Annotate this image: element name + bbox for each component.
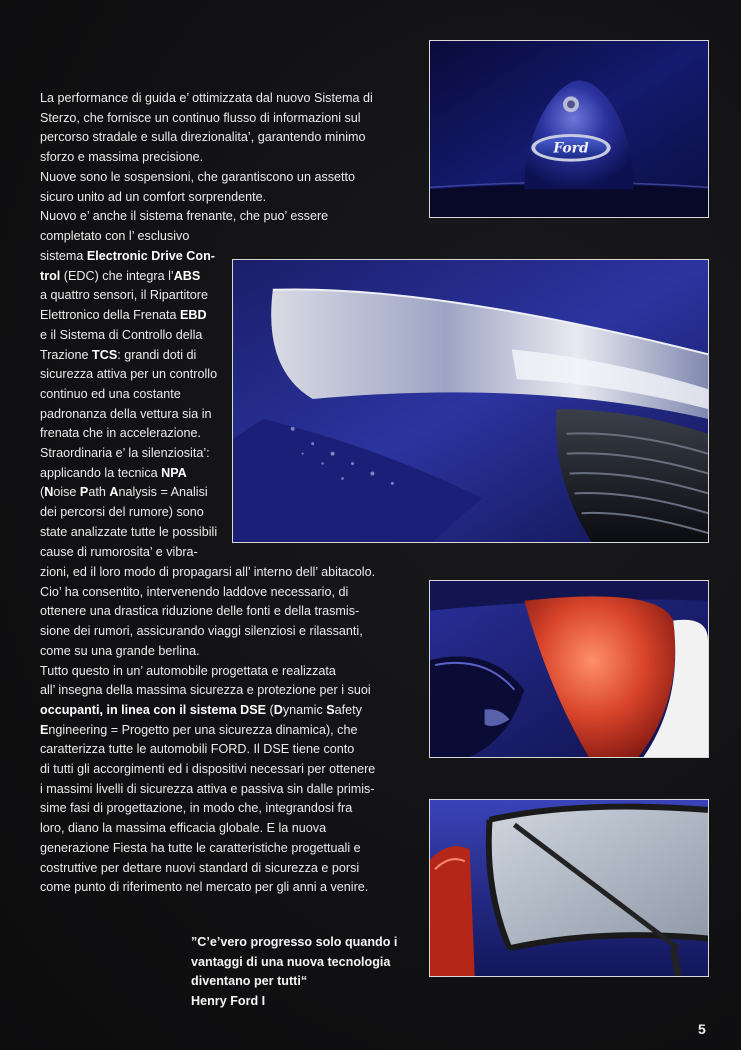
text-line: Straordinaria e’ la silenziosita’: [40, 446, 210, 461]
text-line: Tutto questo in un’ automobile progettata e realizzata [40, 663, 336, 678]
text-line: padronanza della vettura sia in [40, 406, 212, 421]
text-line: a quattro sensori, il Ripartitore [40, 288, 208, 303]
text-line: (Noise Path Analysis = Analisi [40, 485, 208, 500]
text-line: Trazione TCS: grandi doti di [40, 347, 197, 362]
text-line: come su una grande berlina. [40, 643, 200, 658]
text-line: sicuro unito ad un comfort sorprendente. [40, 189, 267, 204]
text-line: La performance di guida e’ ottimizzata dal nuovo Sistema di [40, 91, 373, 105]
text-line: cause di rumorosita’ e vibra- [40, 544, 198, 559]
text-line: e il Sistema di Controllo della [40, 327, 203, 342]
text-line: Elettronico della Frenata EBD [40, 308, 207, 323]
quote-author: Henry Ford I [191, 994, 266, 1009]
quote-line: diventano per tutti“ [191, 974, 308, 989]
text-line: costruttive per dettare nuovi standard di sicurezza e porsi [40, 860, 360, 875]
text-line: occupanti, in linea con il sistema DSE (Dynamic Safety [40, 702, 362, 717]
text-line: sforzo e massima precisione. [40, 150, 204, 165]
text-line: continuo ed una costante [40, 386, 181, 401]
text-line: come punto di riferimento nel mercato per gli anni a venire. [40, 880, 369, 895]
text-line: sistema Electronic Drive Con- [40, 249, 215, 263]
photo-taillight [429, 580, 709, 758]
text-line: all’ insegna della massima sicurezza e protezione per i suoi [40, 683, 371, 698]
text-line: Nuovo e’ anche il sistema frenante, che puo’ essere [40, 209, 329, 224]
text-line: i massimi livelli di sicurezza attiva e passiva sin dalle primis- [40, 781, 375, 796]
text-line: Nuove sono le sospensioni, che garantiscono un assetto [40, 169, 356, 184]
quote-line: vantaggi di una nuova tecnologia [191, 954, 391, 969]
text-line: ottenere una drastica riduzione delle fonti e della trasmis- [40, 604, 360, 619]
photo-rear-wiper [429, 799, 709, 977]
paragraph-block-1 [40, 89, 373, 247]
text-line: applicando la tecnica NPA [40, 465, 187, 480]
page-number: 5 [698, 1021, 706, 1037]
ford-logo-text: Ford [553, 140, 589, 157]
text-line: trol (EDC) che integra l’ABS [40, 268, 201, 283]
text-line: generazione Fiesta ha tutte le caratteristiche progettuali e [40, 840, 361, 855]
text-line: sicurezza attiva per un controllo [40, 367, 218, 382]
text-line: Cio’ ha consentito, intervenendo laddove necessario, di [40, 584, 349, 599]
photo-headlight [232, 259, 709, 543]
text-line: completato con l’ esclusivo [40, 228, 190, 243]
text-line: zioni, ed il loro modo di propagarsi all’ interno dell’ abitacolo. [40, 565, 376, 579]
text-line: frenata che in accelerazione. [40, 426, 202, 441]
text-line: caratterizza tutte le automobili FORD. Il DSE tiene conto [40, 742, 355, 757]
text-line: Engineering = Progetto per una sicurezza dinamica), che [40, 722, 358, 737]
text-line: Sterzo, che fornisce un continuo flusso di informazioni sul [40, 110, 361, 125]
text-line: percorso stradale e sulla direzionalita’, garantendo minimo [40, 130, 366, 145]
text-line: sime fasi di progettazione, in modo che, integrandosi fra [40, 801, 353, 816]
text-line: state analizzate tutte le possibili [40, 524, 218, 539]
text-line: loro, diano la massima efficacia globale. E la nuova [40, 821, 327, 836]
text-line: sione dei rumori, assicurando viaggi silenziosi e rilassanti, [40, 624, 363, 639]
quote-line: ”C’e’vero progresso solo quando i [191, 935, 398, 949]
photo-ford-badge [429, 40, 709, 218]
text-line: di tutti gli accorgimenti ed i dispositivi necessari per ottenere [40, 762, 376, 777]
paragraph-block-3 [40, 563, 375, 898]
quote-block [191, 933, 397, 1012]
text-line: dei percorsi del rumore) sono [40, 505, 204, 520]
paragraph-block-2 [40, 247, 217, 562]
